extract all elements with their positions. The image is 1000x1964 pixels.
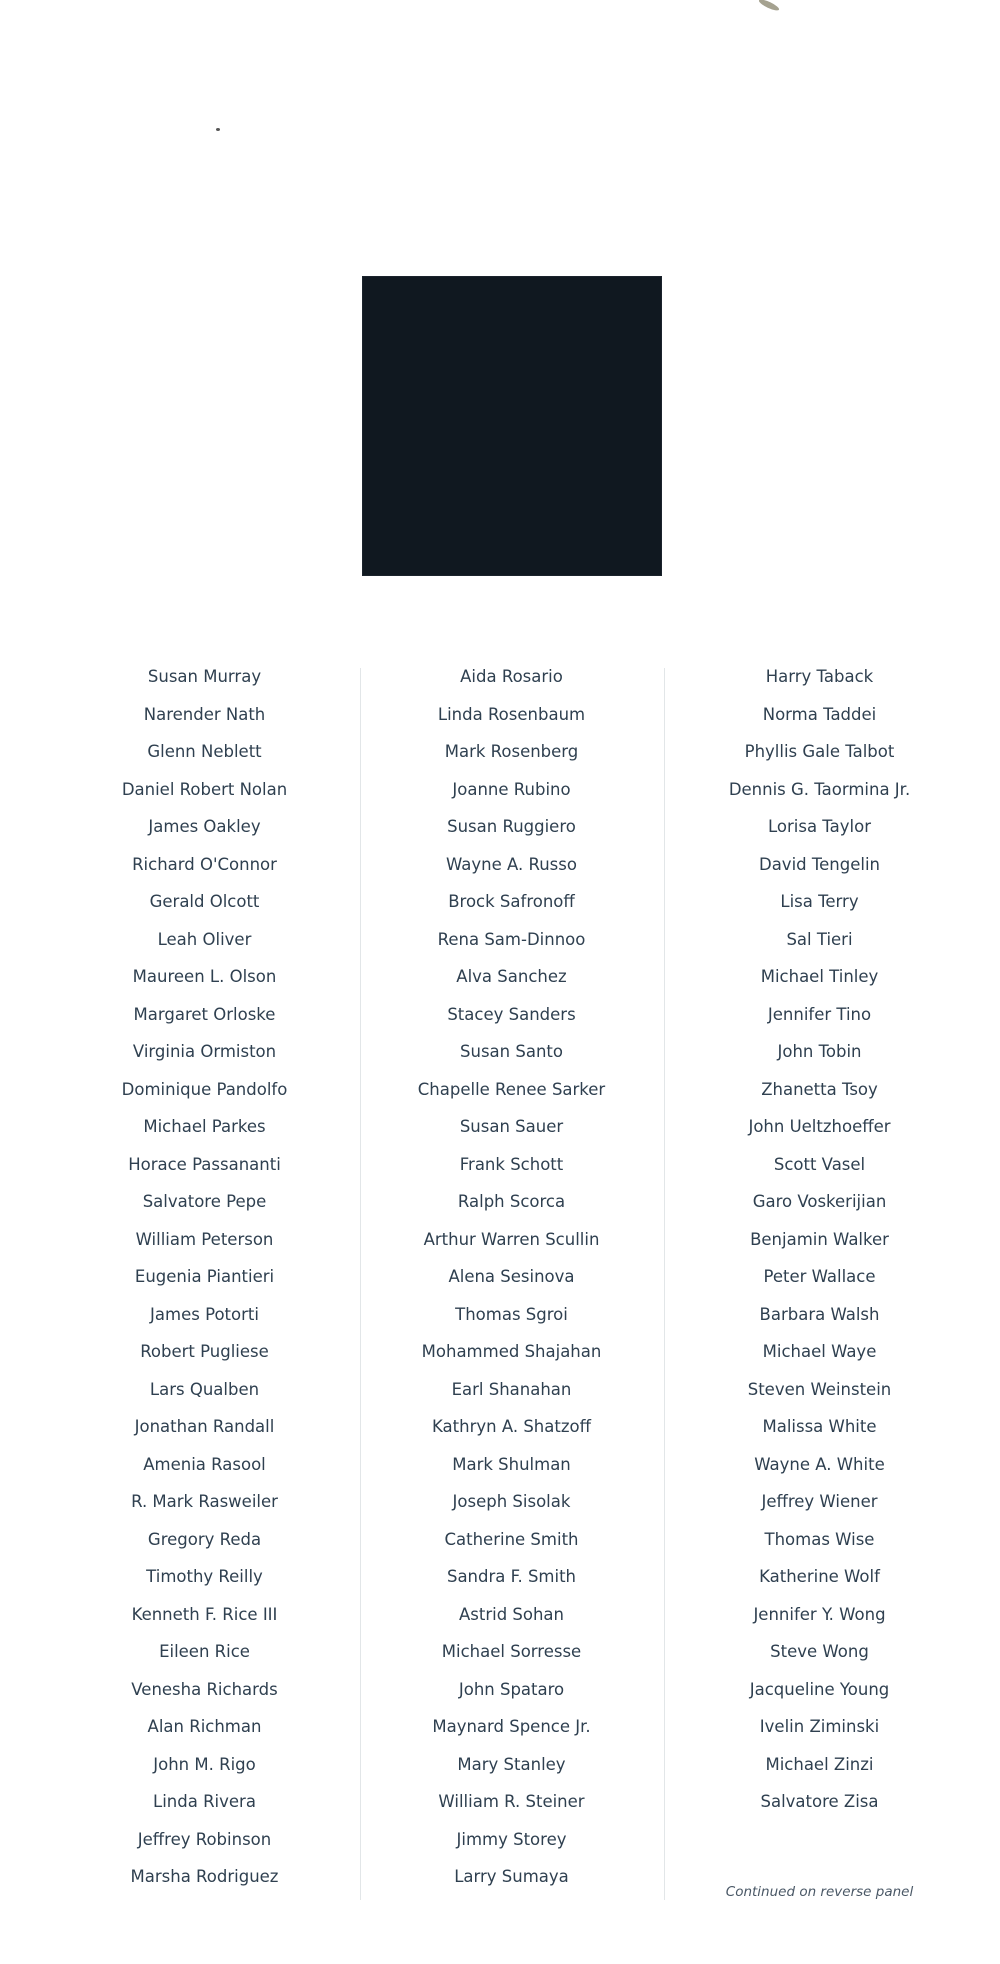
name-entry: Jonathan Randall [134, 1417, 275, 1436]
name-entry: Garo Voskerijian [752, 1192, 887, 1211]
name-entry: John Tobin [777, 1042, 862, 1061]
name-entry: Sandra F. Smith [446, 1567, 577, 1586]
name-entry: Narender Nath [143, 704, 266, 724]
name-entry: Robert Pugliese [140, 1342, 269, 1361]
name-entry: Dennis G. Taormina Jr. [728, 779, 911, 799]
name-entry: Jennifer Tino [767, 1004, 872, 1024]
name-entry: Susan Murray [147, 667, 262, 686]
name-column-3 [666, 662, 973, 1825]
name-entry: Susan Sauer [459, 1117, 564, 1136]
name-entry: Eugenia Piantieri [134, 1267, 275, 1286]
name-entry: Harry Taback [765, 667, 874, 686]
name-entry: Lars Qualben [149, 1379, 260, 1399]
name-entry: Jeffrey Wiener [761, 1492, 878, 1511]
name-entry: Alva Sanchez [456, 967, 567, 986]
name-entry: Benjamin Walker [750, 1229, 889, 1249]
name-column-2 [358, 662, 665, 1900]
name-entry: Alena Sesinova [448, 1267, 575, 1286]
name-entry: John Ueltzhoeffer [748, 1117, 891, 1136]
name-entry: Catherine Smith [444, 1529, 579, 1549]
name-entry: Mark Shulman [452, 1454, 571, 1474]
name-entry: Steven Weinstein [747, 1379, 892, 1399]
name-entry: Scott Vasel [773, 1154, 866, 1174]
name-entry: Larry Sumaya [454, 1867, 569, 1886]
name-entry: Horace Passananti [128, 1154, 281, 1174]
name-entry: Ivelin Ziminski [759, 1717, 880, 1736]
name-entry: Amenia Rasool [143, 1454, 266, 1474]
name-entry: Marsha Rodriguez [130, 1867, 279, 1886]
name-entry: Gregory Reda [147, 1529, 262, 1549]
name-entry: Glenn Neblett [147, 742, 262, 761]
name-entry: Jacqueline Young [749, 1679, 890, 1699]
name-entry: Susan Ruggiero [447, 817, 576, 836]
name-entry: Earl Shanahan [451, 1379, 572, 1399]
name-entry: Wayne A. Russo [446, 854, 577, 874]
name-entry: Daniel Robert Nolan [121, 779, 288, 799]
name-entry: Barbara Walsh [759, 1304, 880, 1324]
continued-note: Continued on reverse panel [725, 1884, 914, 1900]
name-entry: John M. Rigo [153, 1754, 256, 1774]
name-entry: Linda Rosenbaum [437, 704, 586, 724]
name-entry: James Potorti [150, 1304, 259, 1324]
name-entry: Steve Wong [770, 1642, 869, 1661]
name-entry: Maynard Spence Jr. [432, 1717, 591, 1736]
name-entry: Malissa White [762, 1417, 877, 1436]
name-entry: Mary Stanley [457, 1754, 566, 1774]
name-entry: Kenneth F. Rice III [131, 1604, 278, 1624]
name-entry: Michael Sorresse [441, 1642, 582, 1661]
name-entry: Joanne Rubino [452, 779, 571, 799]
black-photo-block [362, 276, 662, 576]
name-entry: John Spataro [458, 1679, 565, 1699]
name-entry: Joseph Sisolak [452, 1492, 571, 1511]
name-entry: Dominique Pandolfo [121, 1079, 288, 1099]
name-entry: Stacey Sanders [447, 1004, 576, 1024]
name-entry: Chapelle Renee Sarker [417, 1079, 606, 1099]
name-entry: Mohammed Shajahan [421, 1342, 602, 1361]
name-entry: Mark Rosenberg [444, 742, 579, 761]
name-entry: Arthur Warren Scullin [423, 1229, 600, 1249]
name-entry: Venesha Richards [131, 1679, 278, 1699]
name-entry: Aida Rosario [460, 667, 563, 686]
name-entry: Margaret Orloske [133, 1004, 276, 1024]
name-entry: Salvatore Zisa [760, 1792, 879, 1811]
name-entry: Phyllis Gale Talbot [744, 742, 895, 761]
name-entry: Jeffrey Robinson [137, 1829, 272, 1849]
name-entry: Jimmy Storey [456, 1829, 567, 1849]
name-entry: Eileen Rice [159, 1642, 250, 1661]
name-entry: Susan Santo [460, 1042, 563, 1061]
name-entry: Richard O'Connor [132, 854, 277, 874]
name-entry: Timothy Reilly [146, 1567, 263, 1586]
name-entry: Astrid Sohan [458, 1604, 565, 1624]
name-entry: Maureen L. Olson [132, 967, 277, 986]
column-divider [664, 668, 665, 1900]
name-entry: R. Mark Rasweiler [131, 1492, 278, 1511]
name-entry: Brock Safronoff [448, 892, 575, 911]
name-entry: Gerald Olcott [149, 892, 260, 911]
name-column-1 [51, 662, 358, 1900]
name-entry: Michael Tinley [760, 967, 879, 986]
name-entry: Linda Rivera [153, 1792, 256, 1811]
name-entry: Zhanetta Tsoy [761, 1079, 878, 1099]
name-entry: David Tengelin [758, 854, 881, 874]
name-entry: William R. Steiner [438, 1792, 585, 1811]
paper-speck [216, 128, 220, 131]
name-entry: Alan Richman [147, 1717, 262, 1736]
name-entry: Peter Wallace [763, 1267, 876, 1286]
name-entry: Thomas Sgroi [455, 1304, 568, 1324]
name-entry: Michael Parkes [143, 1117, 266, 1136]
name-entry: Sal Tieri [786, 929, 853, 949]
name-entry: Wayne A. White [754, 1454, 885, 1474]
name-entry: Thomas Wise [764, 1529, 875, 1549]
name-entry: William Peterson [135, 1229, 274, 1249]
name-entry: Norma Taddei [762, 704, 877, 724]
name-entry: Katherine Wolf [759, 1567, 880, 1586]
name-entry: Salvatore Pepe [142, 1192, 267, 1211]
name-entry: Leah Oliver [157, 929, 252, 949]
name-entry: Lorisa Taylor [767, 817, 871, 836]
name-entry: Ralph Scorca [457, 1192, 566, 1211]
name-entry: Frank Schott [459, 1154, 564, 1174]
name-entry: Lisa Terry [780, 892, 859, 911]
name-entry: Virginia Ormiston [132, 1042, 277, 1061]
name-entry: Jennifer Y. Wong [753, 1604, 886, 1624]
name-entry: Rena Sam-Dinnoo [437, 929, 586, 949]
name-entry: James Oakley [148, 817, 261, 836]
name-entry: Michael Waye [762, 1342, 877, 1361]
paper-speck [758, 0, 780, 12]
name-entry: Kathryn A. Shatzoff [432, 1417, 591, 1436]
name-entry: Michael Zinzi [765, 1754, 874, 1774]
names-columns [0, 662, 1000, 1902]
